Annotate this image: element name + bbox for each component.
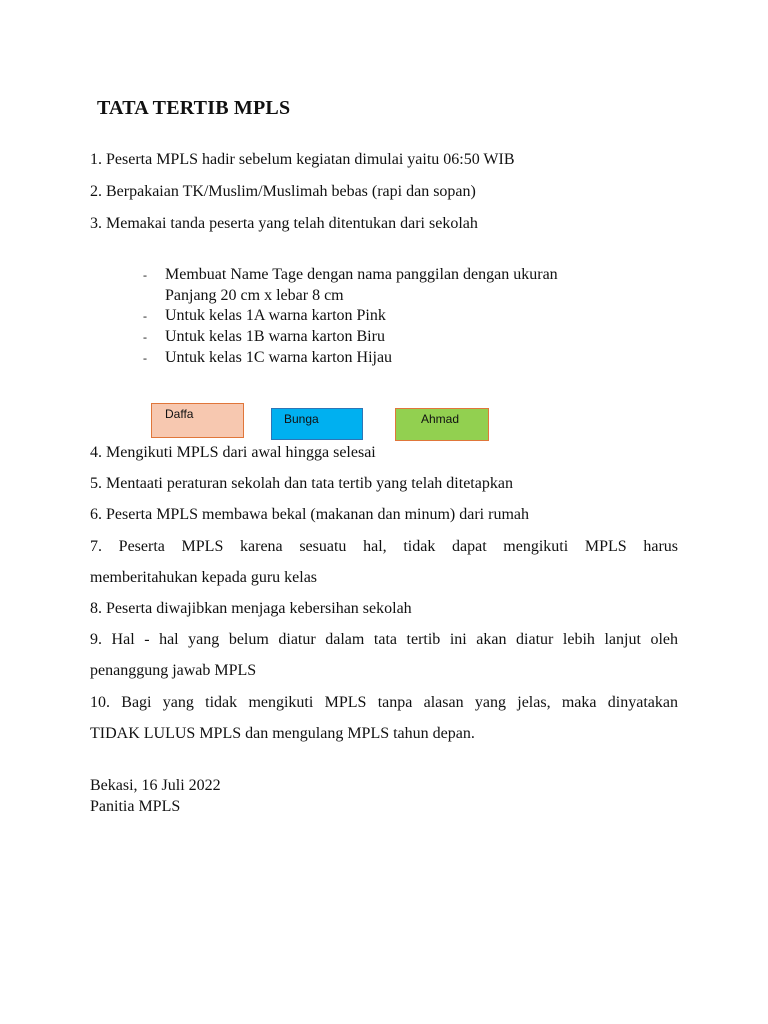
list-dash: - [143,330,147,344]
name-tag-green [395,408,489,441]
sub-item-text: Untuk kelas 1A warna karton Pink [165,307,386,324]
name-tag-label: Ahmad [421,412,460,426]
rule-7-continuation: memberitahukan kepada guru kelas [90,569,318,586]
name-tag-label: Daffa [165,407,194,421]
rule-5: 5. Mentaati peraturan sekolah dan tata tertib yang telah ditetapkan [90,475,513,492]
sub-item-text: Membuat Name Tage dengan nama panggilan dengan ukuran [165,266,558,283]
rule-10: 10. Bagi yang tidak mengikuti MPLS tanpa alasan yang jelas, maka dinyatakan [90,694,678,711]
rule-9-continuation: penanggung jawab MPLS [90,662,257,679]
list-dash: - [143,351,147,365]
rule-1: 1. Peserta MPLS hadir sebelum kegiatan dimulai yaitu 06:50 WIB [90,151,515,168]
name-tag-blue [271,408,363,440]
rule-6: 6. Peserta MPLS membawa bekal (makanan dan minum) dari rumah [90,506,529,523]
sub-item-text: Panjang 20 cm x lebar 8 cm [165,287,344,304]
rule-8: 8. Peserta diwajibkan menjaga kebersihan sekolah [90,600,412,617]
sub-item-text: Untuk kelas 1B warna karton Biru [165,328,385,345]
place-date: Bekasi, 16 Juli 2022 [90,777,221,794]
rule-7: 7. Peserta MPLS karena sesuatu hal, tidak dapat mengikuti MPLS harus [90,538,678,555]
sub-item-text: Untuk kelas 1C warna karton Hijau [165,349,393,366]
rule-10-continuation: TIDAK LULUS MPLS dan mengulang MPLS tahun depan. [90,725,475,742]
rule-3: 3. Memakai tanda peserta yang telah ditentukan dari sekolah [90,215,478,232]
rule-4: 4. Mengikuti MPLS dari awal hingga selesai [90,444,376,461]
list-dash: - [143,268,147,282]
name-tag-pink [151,403,244,438]
name-tag-label: Bunga [284,412,319,426]
rule-9: 9. Hal - hal yang belum diatur dalam tata tertib ini akan diatur lebih lanjut oleh [90,631,678,648]
rule-2: 2. Berpakaian TK/Muslim/Muslimah bebas (rapi dan sopan) [90,183,476,200]
signatory: Panitia MPLS [90,798,181,815]
document-title: TATA TERTIB MPLS [97,97,291,119]
list-dash: - [143,309,147,323]
